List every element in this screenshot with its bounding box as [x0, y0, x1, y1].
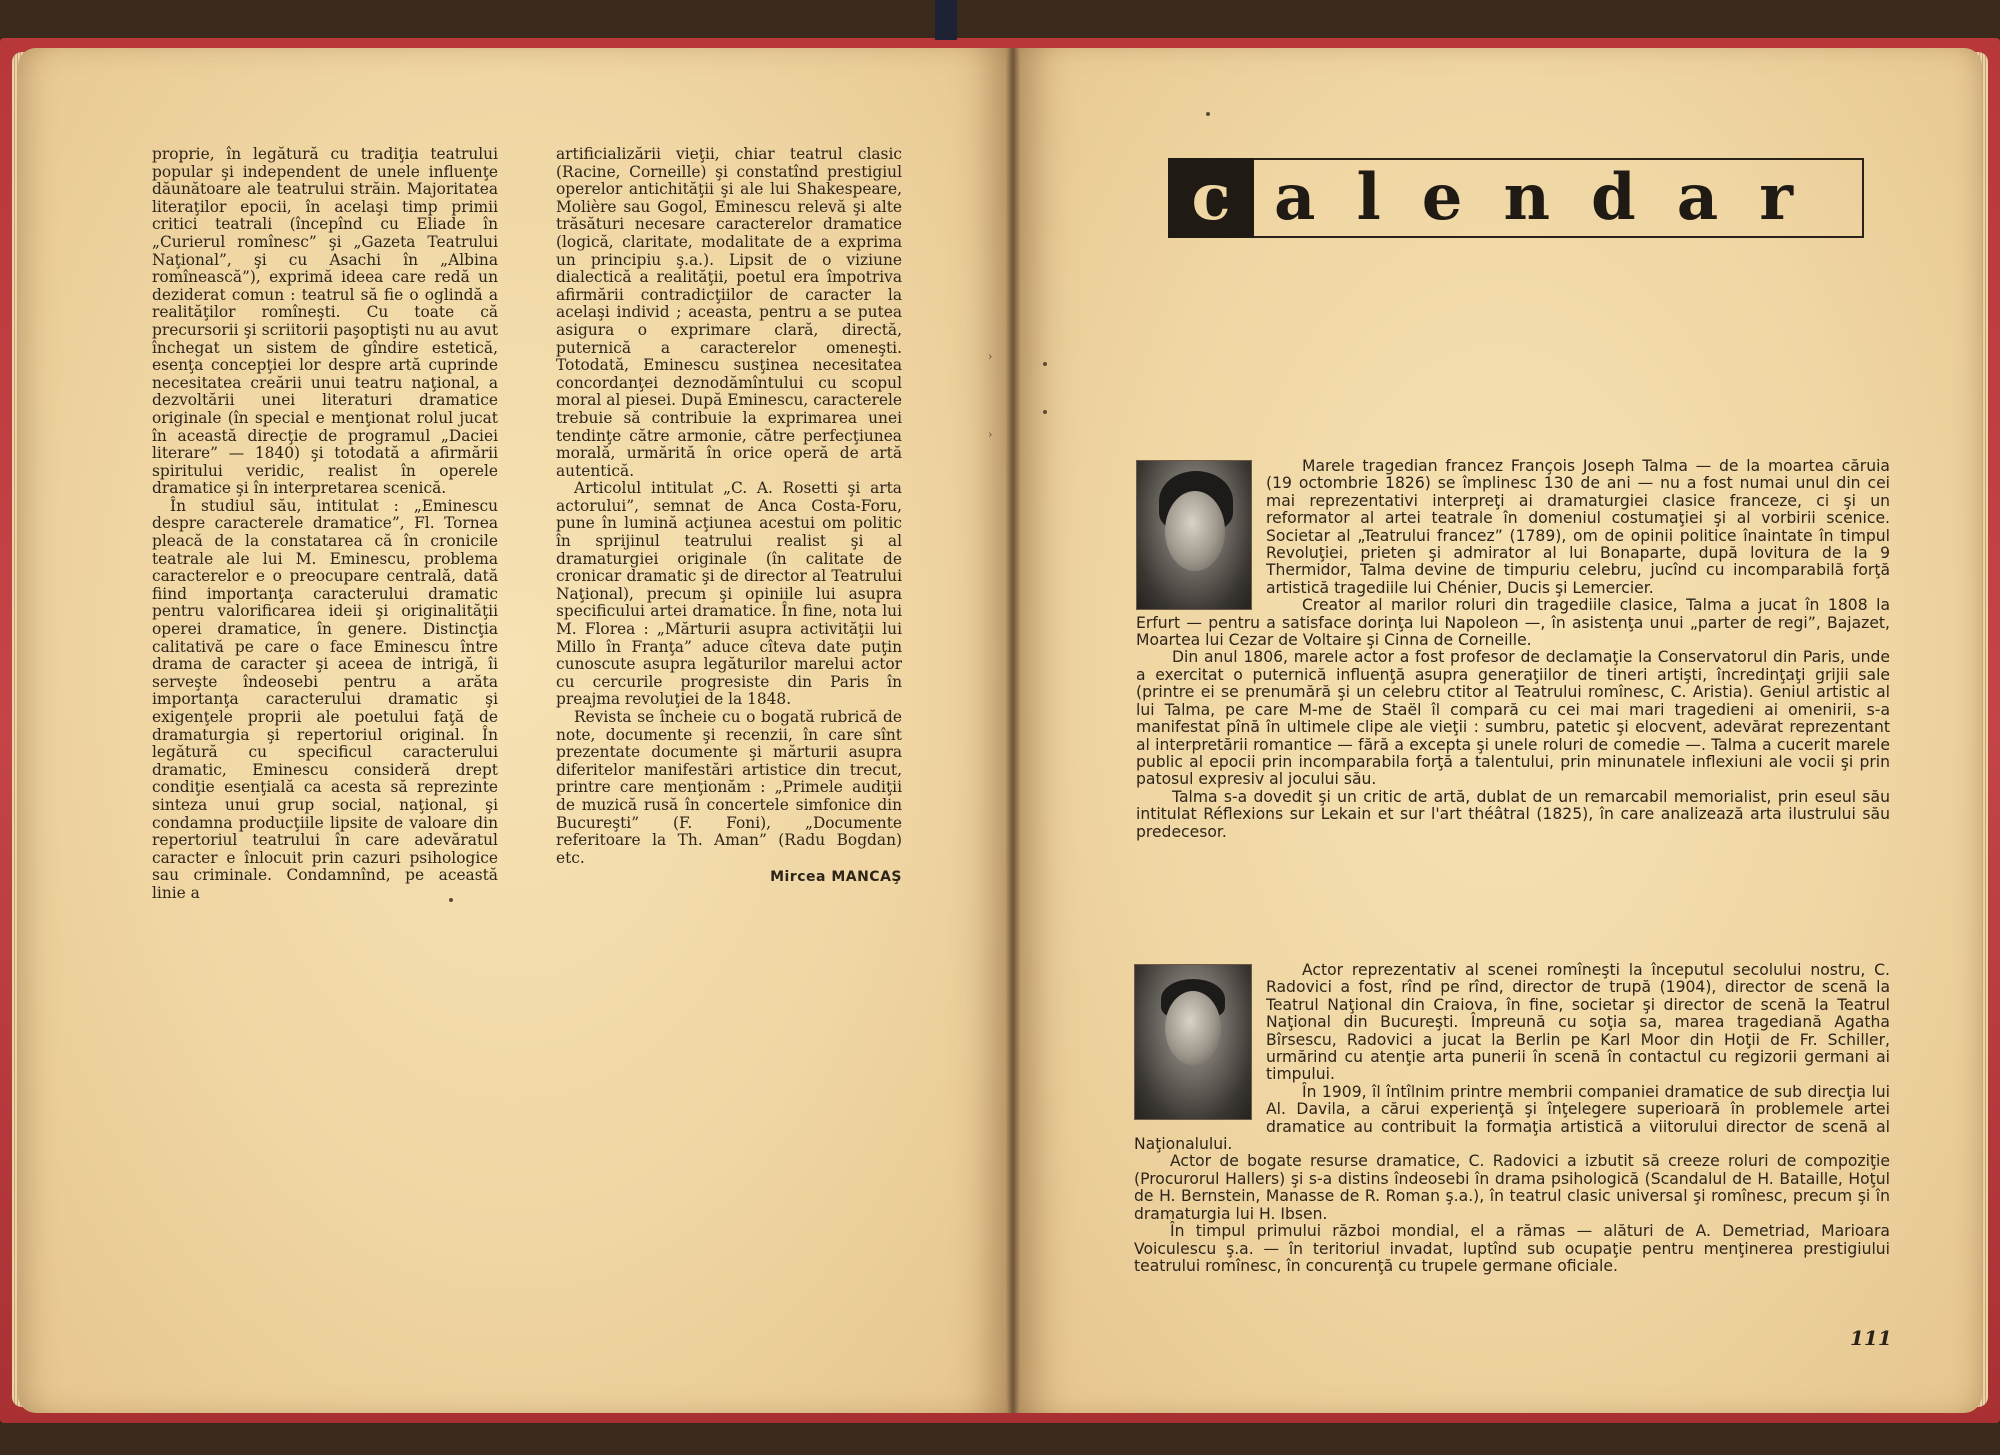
margin-mark: ›: [988, 428, 993, 441]
masthead-title: alendar: [1274, 160, 1834, 235]
article-talma: [1136, 458, 1890, 841]
margin-dot: [449, 898, 453, 902]
article-radovici: [1134, 962, 1890, 1275]
portrait-face: [1165, 991, 1221, 1065]
page-number: 111: [1850, 1326, 1892, 1350]
masthead-initial: c: [1168, 158, 1254, 238]
paragraph: Actor reprezentativ al scenei romîneşti la începutul secolului nostru, C. Radovici a fost, rînd pe rînd, director de trupă (1904), director de scenă la Teatrul Naţional din Craiova, în fine, societar şi director de scenă la Teatrul Naţional din Bucureşti. Împreună cu soţia sa, marea tragediană Agatha Bîrsescu, Radovici a jucat la Berlin pe Karl Moor din Hoţii de Fr. Schiller, urmărind cu atenţie arta punerii în scenă în contactul cu regizorii germani ai timpului.: [1266, 961, 1890, 1084]
paragraph: Articolul intitulat „C. A. Rosetti şi arta actorului”, semnat de Anca Costa-Foru, pune în lumină acţiunea acestui om politic în sprijinul teatrului realist şi al dramaturgiei originale (în calitate de cronicar dramatic şi de director al Teatrului Naţional), precum şi opiniile lui asupra specificului artei dramatice. În fine, nota lui M. Florea : „Mărturii asupra activităţii lui Millo în Franţa” aduce cîteva date puţin cunoscute asupra legăturilor marelui actor cu cercurile progresiste din Paris în preajma revoluţiei de la 1848.: [556, 479, 902, 709]
paragraph: Marele tragedian francez François Joseph Talma — de la moartea căruia (19 octombrie 1826) se împlinesc 130 de ani — nu a fost numai unul din cei mai reprezentativi interpreţi ai dramaturgiei clasice franceze, ci şi un reformator al artei teatrale în domeniul costumaţiei şi al vorbirii scenice. Societar al „Teatrului francez” (1789), om de opinii politice înaintate în timpul Revoluţiei, prieten şi admirator al lui Bonaparte, după lovitura de la 9 Thermidor, Talma devine de timpuriu celebru, jucînd cu incomparabilă forţă artistică tragediile lui Chénier, Ducis şi Lemercier.: [1266, 457, 1890, 597]
left-column-a: [152, 146, 498, 903]
margin-dot: [1206, 112, 1210, 116]
portrait-radovici-photo: [1134, 964, 1252, 1120]
portrait-talma-photo: [1136, 460, 1252, 610]
author-signature: Mircea MANCAŞ: [770, 869, 902, 886]
left-column-b: [556, 146, 902, 887]
paragraph: Talma s-a dovedit şi un critic de artă, dublat de un remarcabil memorialist, prin eseul său intitulat Réflexions sur Lekain et sur l'art théâtral (1825), în care analizează arta ilustrului său predecesor.: [1136, 787, 1890, 841]
paragraph: Creator al marilor roluri din tragediile clasice, Talma a jucat în 1808 la Erfurt — pentru a satisface dorinţa lui Napoleon —, în asistenţa unui „parter de regi”, Bajazet, Moartea lui Cezar de Voltaire şi Cinna de Corneille.: [1136, 596, 1890, 650]
paragraph: În studiul său, intitulat : „Eminescu despre caracterele dramatice”, Fl. Tornea pleacă de la constatarea că în cronicile teatrale ale lui M. Eminescu, problema caracterelor e o preocupare centrală, dată fiind importanţa caracterului dramatic pentru valorificarea ideii şi originalităţii operei dramatice, în genere. Distincţia calitativă pe care o face Eminescu între drama de caracter şi aceea de intrigă, îi serveşte îndeosebi pentru a arăta importanţa caracterului dramatic şi exigenţele proprii ale poetului faţă de dramaturgia şi repertoriul original. În legătură cu specificul caracterului dramatic, Eminescu consideră drept condiţie esenţială ca acesta să reprezinte sinteza unui grup social, naţional, şi condamna producţiile lipsite de valoare din repertoriul teatrului în care adevăratul caracter e înlocuit prin cazuri psihologice sau criminale. Condamnînd, pe această linie a: [152, 496, 498, 902]
margin-dot: [1043, 362, 1047, 366]
paragraph: proprie, în legătură cu tradiţia teatrului popular şi independent de unele influenţe dăunătoare ale teatrului străin. Majoritatea literaţilor epocii, în acelaşi timp primii critici teatrali (începînd cu Eliade în „Curierul romînesc” şi „Gazeta Teatrului Naţional”, şi cu Asachi în „Albina romînească”), exprimă ideea care redă un deziderat comun : teatrul să fie o oglindă a realităţilor romîneşti. Cu toate că precursorii şi scriitorii paşoptişti nu au avut închegat un sistem de gîndire estetică, esenţa concepţiei lor despre artă cuprinde necesitatea creării unui teatru naţional, a dezvoltării unei literaturi dramatice originale (în special e menţionat rolul jucat în această direcţie de programul „Daciei literare” — 1840) şi totodată a afirmării spiritului veridic, realist în operele dramatice şi în interpretarea scenică.: [152, 145, 498, 498]
bookmark-ribbon: [935, 0, 957, 40]
portrait-face: [1165, 491, 1225, 571]
book-gutter: [1006, 48, 1020, 1413]
paragraph: artificializării vieţii, chiar teatrul clasic (Racine, Corneille) şi constatînd prestigiul operelor antichităţii şi ale lui Shakespeare, Molière sau Gogol, Eminescu relevă şi alte trăsături necesare caracterelor dramatice (logică, claritate, modalitate de a exprima un principiu ş.a.). Lipsit de o viziune dialectică a realităţii, poetul era împotriva afirmării contradicţiilor de caracter la acelaşi individ ; aceasta, pentru a se putea asigura o exprimare clară, directă, puternică a caracterelor omeneşti. Totodată, Eminescu susţinea necesitatea concordanţei deznodămîntului cu scopul moral al piesei. După Eminescu, caracterele trebuie să contribuie la exprimarea unei tendinţe către armonie, către perfecţiunea morală, urmărită în orice operă de artă autentică.: [556, 145, 902, 480]
paragraph: Actor de bogate resurse dramatice, C. Radovici a izbutit să creeze roluri de compoziţie (Procurorul Hallers) şi s-a distins îndeosebi în drama psihologică (Scandalul de H. Bataille, Hoţul de H. Bernstein, Manasse de R. Roman ş.a.), în teatrul clasic universal şi romînesc, precum şi în dramaturgia lui H. Ibsen.: [1134, 1152, 1890, 1223]
calendar-masthead: [1168, 158, 1864, 238]
margin-mark: ›: [988, 350, 993, 363]
paragraph: În timpul primului război mondial, el a rămas — alături de A. Demetriad, Marioara Voiculescu ş.a. — în teritoriul invadat, luptînd sub ocupaţie pentru menţinerea prestigiului teatrului romînesc, în concurenţă cu trupele germane oficiale.: [1134, 1222, 1890, 1275]
paragraph: În 1909, îl întîlnim printre membrii companiei dramatice de sub direcţia lui Al. Davila, a cărui experienţă şi înţelegere superioară în problemele artei dramatice au contribuit la formaţia artistică a viitorului director de scenă al Naţionalului.: [1134, 1082, 1890, 1154]
paragraph: Revista se încheie cu o bogată rubrică de note, documente şi recenzii, în care sînt prezentate documente şi mărturii asupra diferitelor manifestări artistice din trecut, printre care menţionăm : „Primele audiţii de muzică rusă în concertele simfonice din Bucureşti” (F. Foni), „Documente referitoare la Th. Aman” (Radu Bogdan) etc.: [556, 708, 902, 867]
margin-dot: [1043, 410, 1047, 414]
paragraph: Din anul 1806, marele actor a fost profesor de declamaţie la Conservatorul din Paris, unde a exercitat o puternică influenţă asupra generaţiilor de tineri artişti, încredinţaţi grijii sale (printre ei se prenumără şi un celebru ctitor al Teatrului romînesc, C. Aristia). Geniul artistic al lui Talma, pe care M-me de Staël îl compară cu cei mai mari tragedieni ai omenirii, s-a manifestat pînă în ultimele clipe ale vieţii : sumbru, patetic şi elocvent, adevărat reprezentant al interpretării romantice — fără a excepta şi unele roluri de comedie —. Talma a cucerit marele public al epocii prin incomparabila forţă a talentului, prin minunatele inflexiuni ale vocii şi prin patosul expresiv al jocului său.: [1136, 648, 1890, 789]
